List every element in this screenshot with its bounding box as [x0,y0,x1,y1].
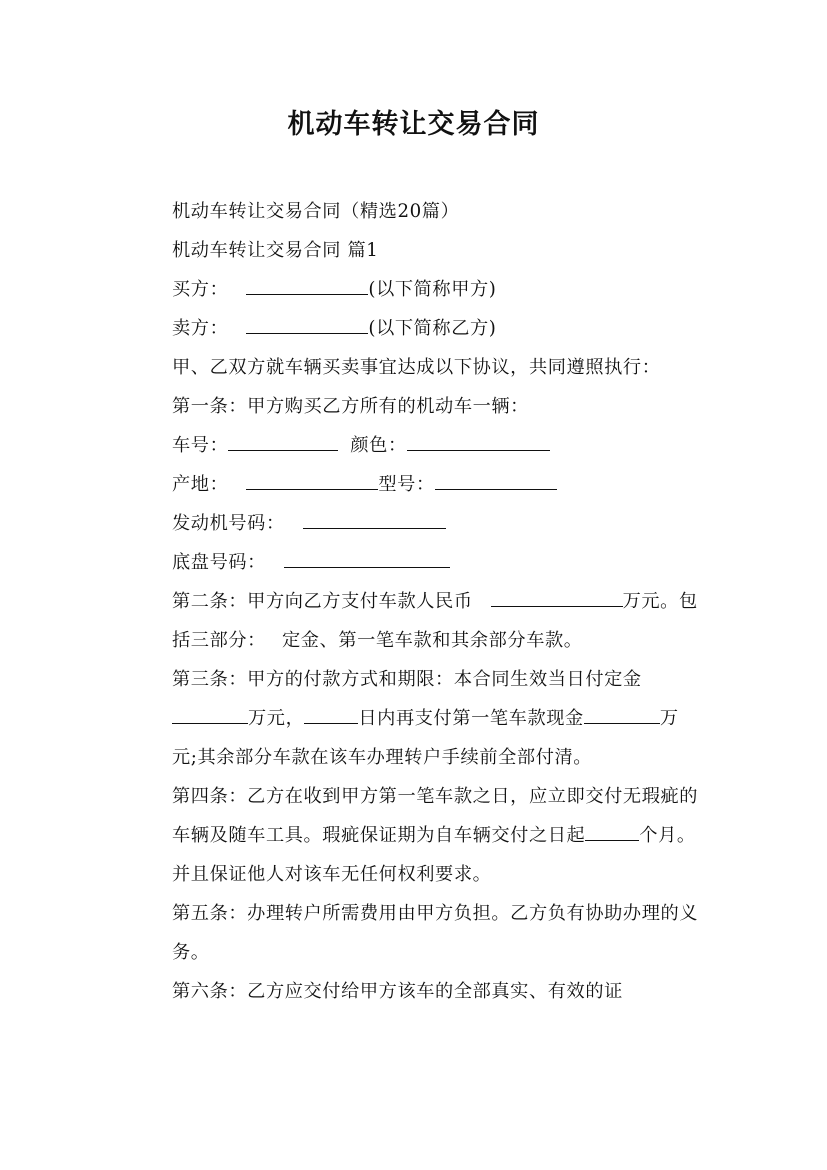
days-blank [304,707,358,724]
engine-line [127,504,702,543]
subtitle-paragraph: 机动车转让交易合同（精选20篇） [172,201,460,222]
art2-text-c: 定金、第一笔车款和其余部分车款。 [281,630,583,651]
article-1: 第一条：甲方购买乙方所有的机动车一辆： [172,396,529,417]
document-title: 机动车转让交易合同 [287,109,540,140]
seller-label: 卖方： [172,318,229,339]
buyer-note: (以下简称甲方) [368,279,497,300]
buyer-line [127,270,702,309]
art3-text-c: 日内再支付第一笔车款现金 [358,708,584,729]
art3-text-b: 万元， [248,708,305,729]
plate-color-line [127,426,702,465]
engine-label: 发动机号码： [172,513,285,534]
color-label: 颜色： [350,435,407,456]
color-blank [407,434,550,451]
article-4 [127,777,702,894]
art2-text-b: 万元。包括三部分： [172,591,698,651]
art2-text-a: 第二条：甲方向乙方支付车款人民币 [172,591,473,612]
price-blank [491,590,623,607]
article-6: 第六条：乙方应交付给甲方该车的全部真实、有效的证 [172,981,623,1002]
engine-blank [303,512,446,529]
deposit-blank [172,707,248,724]
article-5: 第五条：办理转户所需费用由甲方负担。乙方负有协助办理的义务。 [172,903,699,963]
article-3 [127,660,702,777]
art4-text-b: 个月。并且保证他人对该车无任何权利要求。 [172,825,696,885]
intro-paragraph: 甲、乙双方就车辆买卖事宜达成以下协议，共同遵照执行： [172,357,661,378]
seller-note: (以下简称乙方) [368,318,497,339]
model-label: 型号： [378,474,435,495]
origin-model-line [127,465,702,504]
chapter-heading: 机动车转让交易合同 篇1 [172,240,379,261]
buyer-label: 买方： [172,279,229,300]
seller-blank [246,317,368,334]
origin-blank [246,473,378,490]
origin-label: 产地： [172,474,229,495]
first-payment-blank [584,707,660,724]
art4-text-a: 第四条：乙方在收到甲方第一笔车款之日，应立即交付无瑕疵的车辆及随车工具。瑕疵保证期为自车辆交付之日起 [172,786,699,846]
plate-label: 车号： [172,435,229,456]
article-2 [127,582,702,660]
chassis-line [127,543,702,582]
model-blank [435,473,557,490]
chassis-label: 底盘号码： [172,552,266,573]
document-body [127,192,702,1011]
chassis-blank [284,551,450,568]
plate-blank [228,434,338,451]
buyer-blank [246,278,368,295]
seller-line [127,309,702,348]
art3-text-a: 第三条：甲方的付款方式和期限：本合同生效当日付定金 [172,669,642,690]
warranty-blank [585,824,639,841]
art3-text-d: 万元;其余部分车款在该车办理转户手续前全部付清。 [172,708,679,768]
